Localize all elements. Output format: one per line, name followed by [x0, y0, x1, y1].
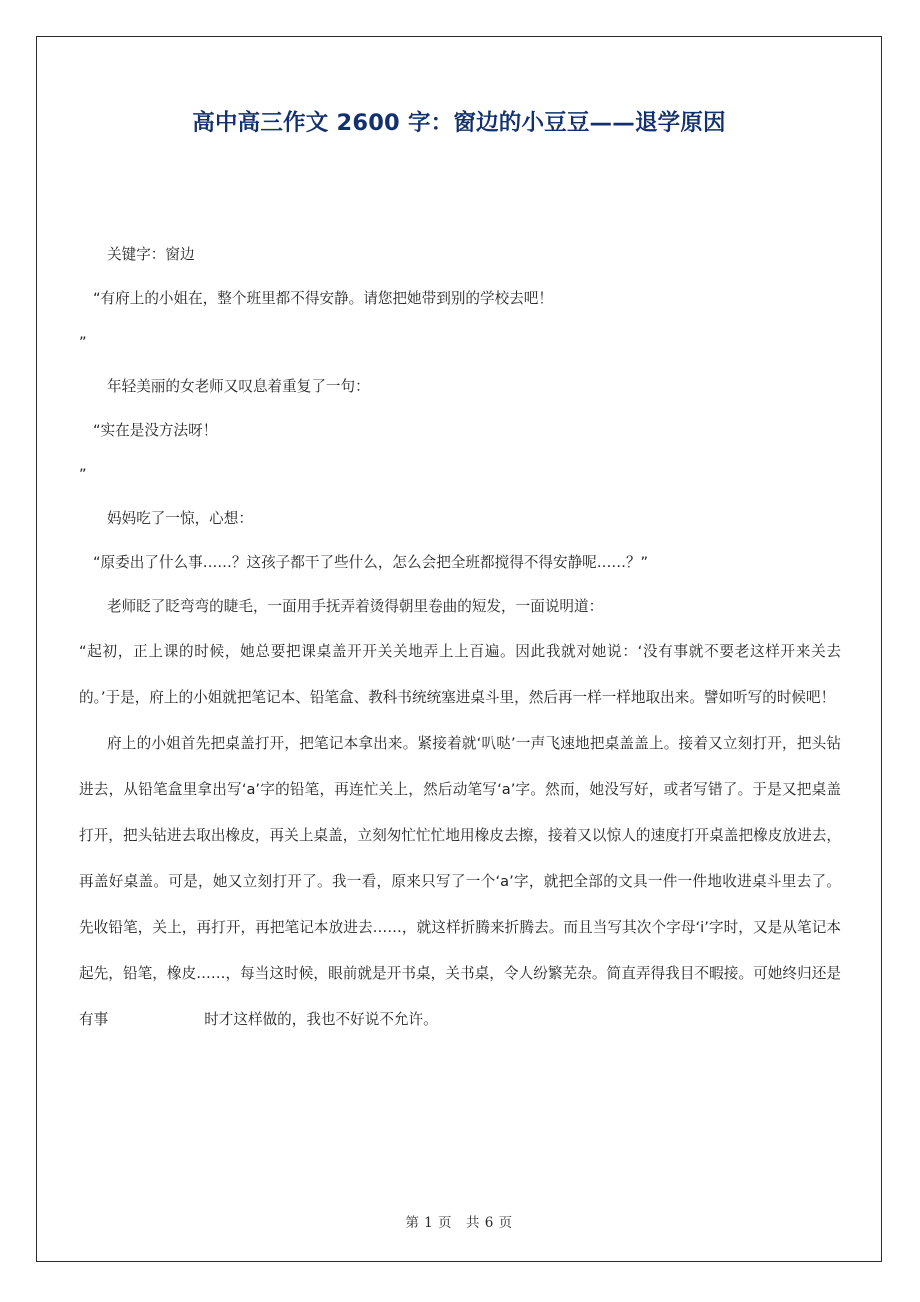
page-title: 高中高三作文 2600 字：窗边的小豆豆——退学原因 — [192, 110, 726, 136]
paragraph-mother-surprised: 妈妈吃了一惊，心想： — [107, 510, 253, 527]
paragraph-mother-thought: “原委出了什么事……？这孩子都干了些什么，怎么会把全班都搅得不得安静呢……？” — [93, 554, 649, 571]
paragraph-quote-open-1: “有府上的小姐在，整个班里都不得安静。请您把她带到别的学校去吧！ — [93, 290, 553, 307]
paragraph-teacher-explains: 老师眨了眨弯弯的睫毛，一面用手抚弄着烫得朝里卷曲的短发，一面说明道： — [107, 598, 604, 615]
paragraph-dictation-story — [79, 721, 841, 1043]
paragraph-desk-lid-story: “起初，正上课的时候，她总要把课桌盖开开关关地弄上上百遍。因此我就对她说：‘没有事就不要老这样开来关去的。’于是，府上的小姐就把笔记本、铅笔盒、教科书统统塞进桌斗里，然后再一样一样地取出来。譬如听写的时候吧！ — [79, 643, 841, 706]
paragraph-dictation-tail: 时才这样做的，我也不好说不允许。 — [204, 1011, 438, 1028]
footer-total-pages: 共 6 页 — [466, 1215, 513, 1231]
paragraph-quote-open-2: “实在是没方法呀！ — [93, 422, 218, 439]
paragraph-orphan-quote-2: ” — [79, 466, 87, 483]
page-footer — [37, 1211, 881, 1231]
document-body — [79, 233, 841, 1043]
paragraph-teacher-sigh: 年轻美丽的女老师又叹息着重复了一句： — [107, 378, 370, 395]
keywords-line: 关键字：窗边 — [107, 246, 195, 263]
page-border — [36, 36, 882, 1262]
paragraph-dictation-text: 府上的小姐首先把桌盖打开，把笔记本拿出来。紧接着就‘叭哒’一声飞速地把桌盖盖上。接着又立刻打开，把头钻进去，从铅笔盒里拿出写‘a’字的铅笔，再连忙关上，然后动笔写‘a’字。然而，她没写好，或者写错了。于是又把桌盖打开，把头钻进去取出橡皮，再关上桌盖，立刻匆忙忙忙地用橡皮去擦，接着又以惊人的速度打开桌盖把橡皮放进去，再盖好桌盖。可是，她又立刻打开了。我一看，原来只写了一个‘a’字，就把全部的文具一件一件地收进桌斗里去了。先收铅笔，关上，再打开，再把笔记本放进去……，就这样折腾来折腾去。而且当写其次个字母‘i’字时，又是从笔记本起先，铅笔，橡皮……，每当这时候，眼前就是开书桌，关书桌，令人纷繁芜杂。简直弄得我目不暇接。可她终归还是有事 — [79, 735, 841, 1028]
page-content — [37, 37, 881, 1261]
footer-current-page: 第 1 页 — [405, 1215, 452, 1231]
paragraph-orphan-quote-1: ” — [79, 334, 87, 351]
